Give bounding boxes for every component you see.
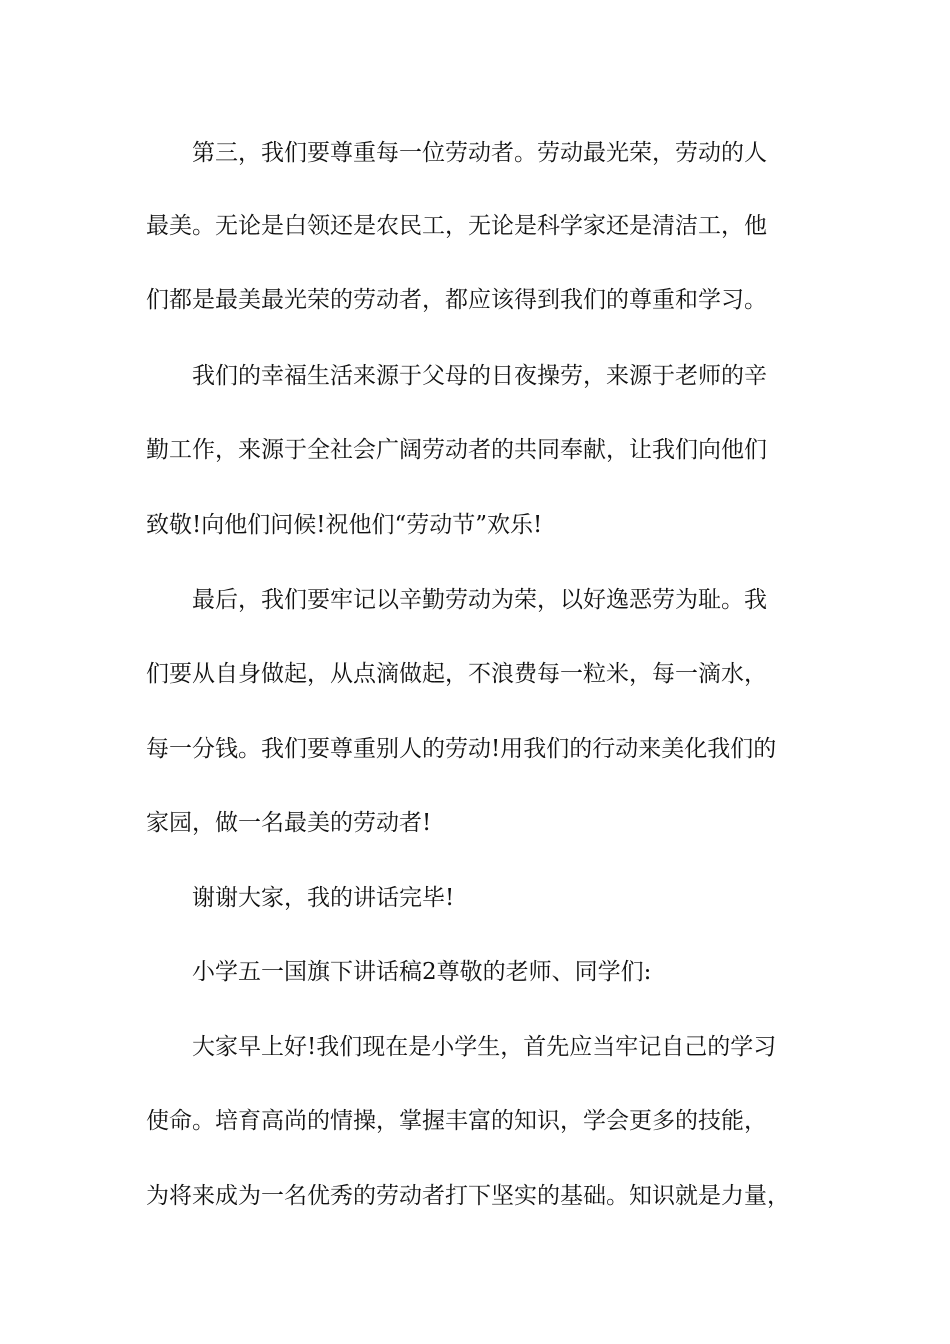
text-line: 我们的幸福生活来源于父母的日夜操劳，来源于老师的辛: [192, 363, 767, 389]
text-line: 们要从自身做起，从点滴做起，不浪费每一粒米，每一滴水，: [146, 661, 767, 687]
text-line: 家园，做一名最美的劳动者!: [146, 810, 432, 836]
text-line: 每一分钱。我们要尊重别人的劳动!用我们的行动来美化我们的: [146, 736, 777, 762]
text-line: 们都是最美最光荣的劳动者，都应该得到我们的尊重和学习。: [146, 287, 767, 313]
text-line: 致敬!向他们问候!祝他们“劳动节”欢乐!: [146, 512, 543, 538]
text-line: 第三，我们要尊重每一位劳动者。劳动最光荣，劳动的人: [192, 140, 767, 166]
text-line: 大家早上好!我们现在是小学生，首先应当牢记自己的学习: [192, 1034, 777, 1060]
text-line: 使命。培育高尚的情操，掌握丰富的知识，学会更多的技能，: [146, 1108, 767, 1134]
text-line: 谢谢大家，我的讲话完毕!: [192, 885, 455, 911]
text-line: 小学五一国旗下讲话稿2尊敬的老师、同学们:: [192, 959, 652, 985]
text-line: 勤工作，来源于全社会广阔劳动者的共同奉献，让我们向他们: [146, 437, 767, 463]
text-line: 最后，我们要牢记以辛勤劳动为荣，以好逸恶劳为耻。我: [192, 587, 767, 613]
text-line: 最美。无论是白领还是农民工，无论是科学家还是清洁工，他: [146, 213, 767, 239]
text-line: 为将来成为一名优秀的劳动者打下坚实的基础。知识就是力量，: [146, 1183, 790, 1209]
